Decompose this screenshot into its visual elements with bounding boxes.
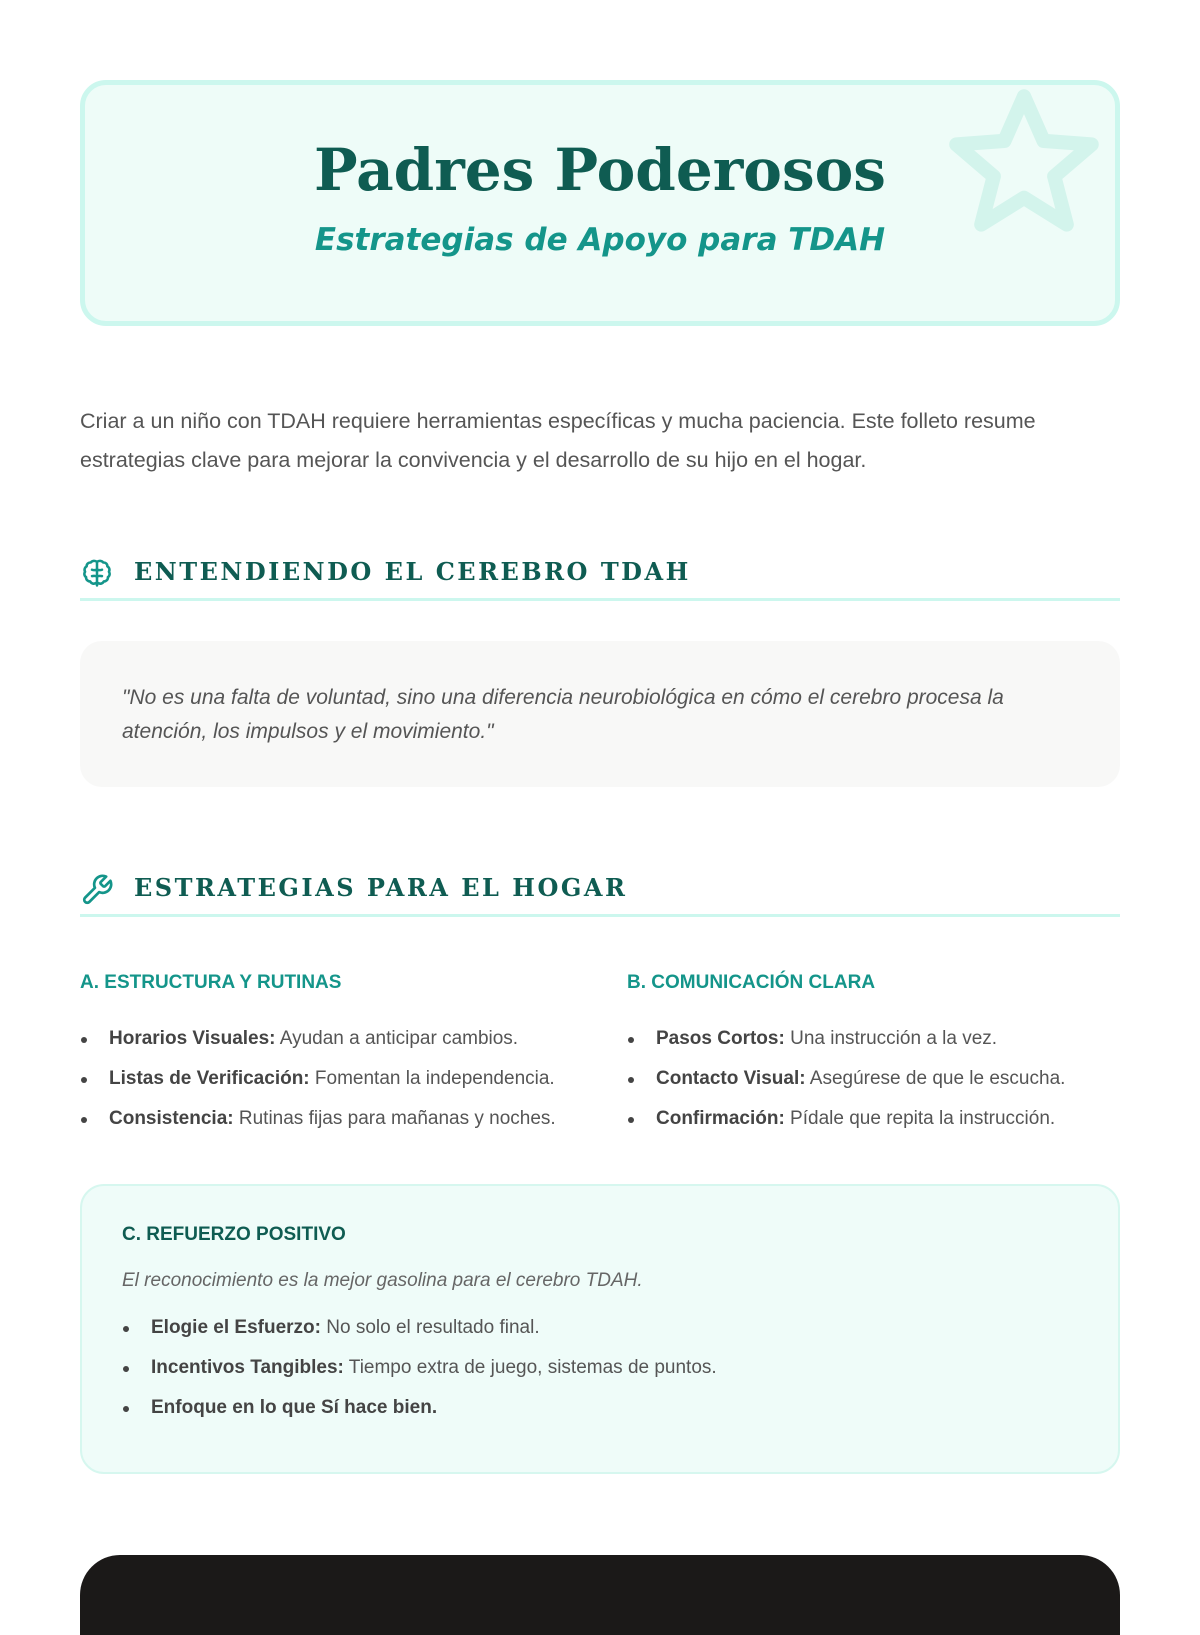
- list-item: Incentivos Tangibles: Tiempo extra de juego, sistemas de puntos.: [122, 1348, 1078, 1388]
- section-header-home: [80, 860, 1120, 917]
- column-communication: [627, 970, 1127, 1139]
- list-item: Listas de Verificación: Fomentan la independencia.: [80, 1059, 580, 1099]
- list-item: Contacto Visual: Asegúrese de que le escucha.: [627, 1059, 1127, 1099]
- list-item: Horarios Visuales: Ayudan a anticipar cambios.: [80, 1019, 580, 1059]
- structure-list: [80, 1019, 580, 1139]
- document-page: [80, 0, 1120, 1600]
- reinforcement-box: [80, 1184, 1120, 1474]
- column-structure: [80, 970, 580, 1139]
- page-title: Padres Poderosos: [314, 136, 886, 204]
- footer-band: [80, 1555, 1120, 1635]
- quote-text: "No es una falta de voluntad, sino una diferencia neurobiológica en cómo el cerebro procesa la atención, los impulsos y el movimiento.": [122, 686, 1004, 743]
- section-title-brain: ENTENDIENDO EL CEREBRO TDAH: [134, 557, 691, 586]
- column-title-communication: B. COMUNICACIÓN CLARA: [627, 972, 876, 993]
- intro-paragraph: Criar a un niño con TDAH requiere herramientas específicas y mucha paciencia. Este folleto resume estrategias clave para mejorar la convivencia y el desarrollo de su hijo en el hogar.: [80, 409, 1036, 472]
- list-item: Confirmación: Pídale que repita la instrucción.: [627, 1099, 1127, 1139]
- list-item: Pasos Cortos: Una instrucción a la vez.: [627, 1019, 1127, 1059]
- reinforcement-subtitle: El reconocimiento es la mejor gasolina para el cerebro TDAH.: [122, 1270, 643, 1291]
- quote-box: [80, 641, 1120, 787]
- list-item: Elogie el Esfuerzo: No solo el resultado final.: [122, 1308, 1078, 1348]
- brain-icon: [80, 557, 114, 591]
- reinforcement-title: C. REFUERZO POSITIVO: [122, 1224, 346, 1245]
- page-subtitle: Estrategias de Apoyo para TDAH: [314, 222, 886, 258]
- section-title-home: ESTRATEGIAS PARA EL HOGAR: [134, 873, 628, 902]
- list-item: Consistencia: Rutinas fijas para mañanas y noches.: [80, 1099, 580, 1139]
- column-title-structure: A. ESTRUCTURA Y RUTINAS: [80, 972, 342, 993]
- communication-list: [627, 1019, 1127, 1139]
- section-header-brain: [80, 544, 1120, 601]
- list-item: Enfoque en lo que Sí hace bien.: [122, 1388, 1078, 1428]
- wrench-icon: [80, 873, 114, 907]
- header-card: [80, 80, 1120, 326]
- reinforcement-list: [122, 1308, 1078, 1428]
